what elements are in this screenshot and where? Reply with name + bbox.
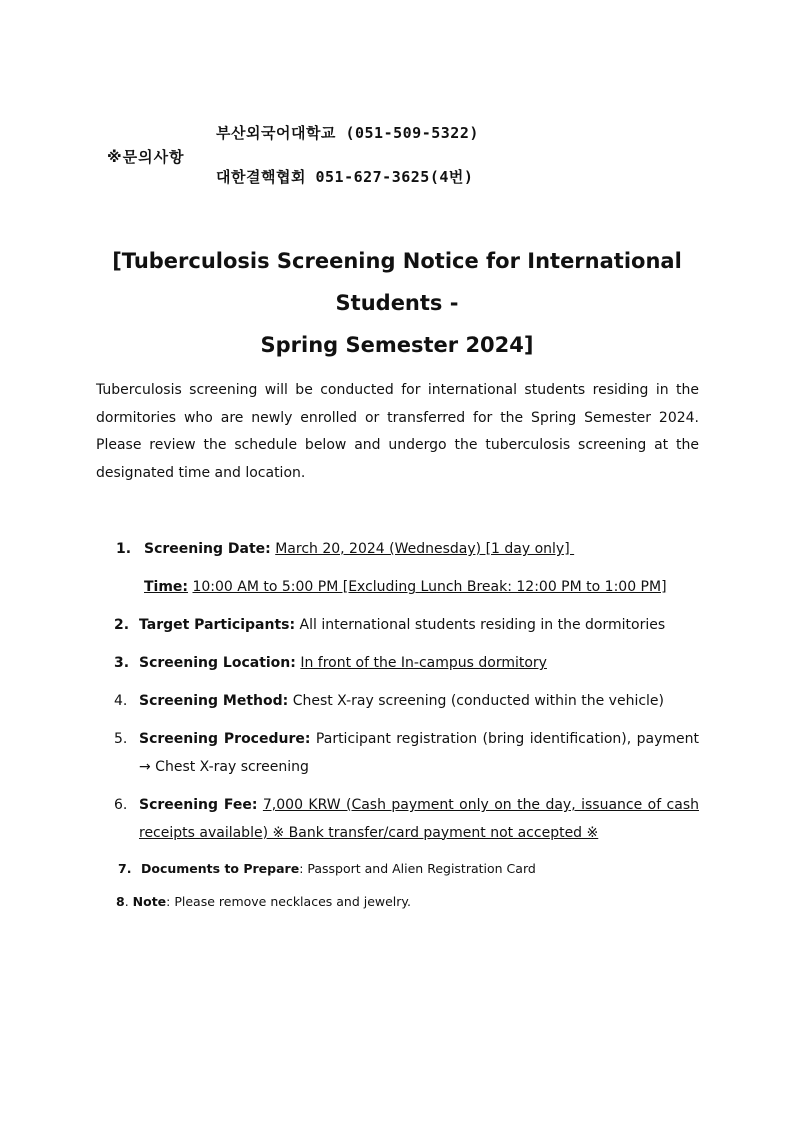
item-label: Target Participants:	[139, 617, 296, 633]
item-number: 3.	[114, 655, 130, 671]
intro-paragraph: Tuberculosis screening will be conducted for international students residing in the dormitories who are newly enrolled or transferred for the Spring Semester 2024. Please review the schedule below and undergo the tuberculosis screening at the designated time and location.	[96, 382, 699, 481]
item-label: Screening Date:	[144, 541, 271, 557]
title-line-1: [Tuberculosis Screening Notice for International Students -	[112, 249, 682, 315]
list-item-note	[116, 891, 706, 913]
item-label: Screening Location:	[139, 655, 296, 671]
contact-university-phone: 부산외국어대학교 (051-509-5322)	[216, 124, 479, 142]
item-label: Screening Procedure:	[139, 731, 311, 747]
item-value: 7,000 KRW (Cash payment only on the day, issuance of cash receipts available) ※ Bank transfer/card payment not accepted ※	[139, 797, 699, 841]
item-number: 6.	[114, 797, 128, 813]
item-label: Screening Fee:	[139, 797, 258, 813]
item-value: Chest X-ray screening (conducted within the vehicle)	[292, 693, 664, 709]
item-number: 4.	[114, 693, 128, 709]
page-title	[80, 240, 714, 366]
item-number: 1.	[116, 541, 132, 557]
item-value: 10:00 AM to 5:00 PM [Excluding Lunch Break: 12:00 PM to 1:00 PM]	[192, 579, 667, 595]
item-value: In front of the In-campus dormitory	[300, 655, 547, 671]
list-item-screening-time	[144, 574, 704, 602]
item-number: 8	[116, 894, 125, 909]
item-value: : Please remove necklaces and jewelry.	[166, 894, 412, 909]
item-value: All international students residing in the dormitories	[299, 617, 666, 633]
item-label: Screening Method:	[139, 693, 289, 709]
title-line-2: Spring Semester 2024]	[260, 333, 534, 357]
contact-label: ※문의사항	[107, 148, 185, 166]
contact-tb-association-phone: 대한결핵협회 051-627-3625(4번)	[216, 168, 474, 186]
item-label: Note	[132, 894, 167, 909]
item-number: 7.	[118, 861, 132, 876]
item-value: : Passport and Alien Registration Card	[299, 861, 536, 876]
item-value: March 20, 2024 (Wednesday) [1 day only]	[275, 541, 575, 557]
item-number: 5.	[114, 731, 128, 747]
item-number: 2.	[114, 617, 130, 633]
item-label: Documents to Prepare	[141, 861, 300, 876]
item-value: Participant registration (bring identification), payment → Chest X-ray screening	[139, 731, 700, 775]
item-label: Time:	[144, 579, 189, 595]
item-separator: .	[124, 894, 133, 909]
